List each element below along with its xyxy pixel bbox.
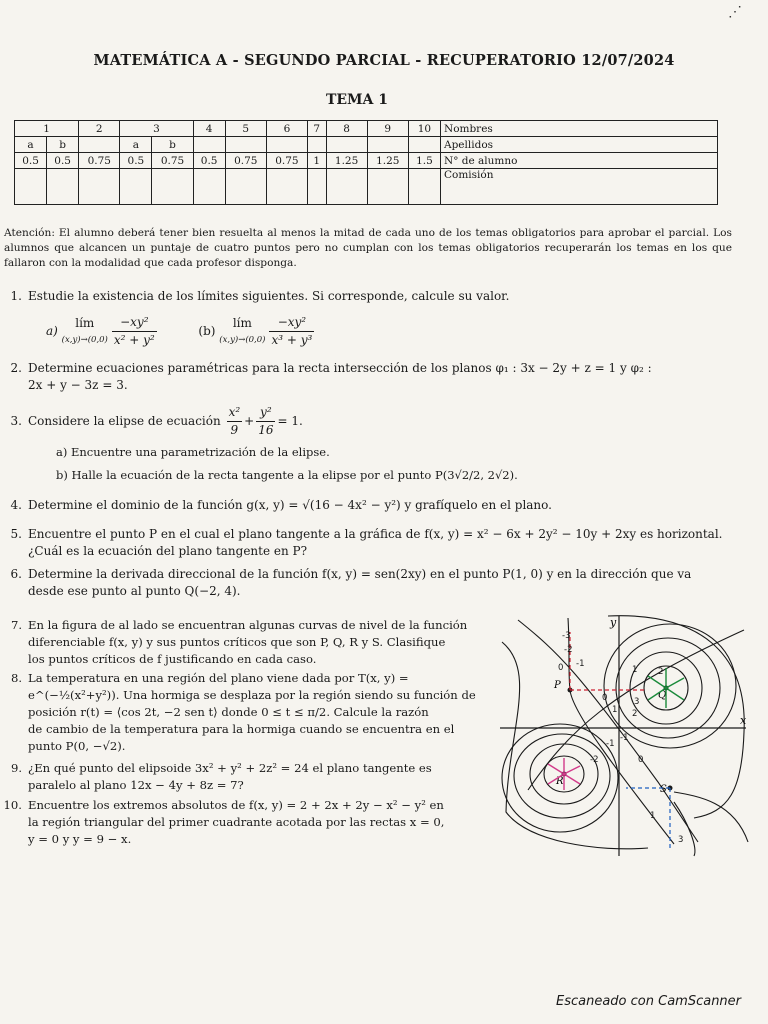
question-text: Determine ecuaciones paramétricas para la recta intersección de los planos φ₁ : 3x − 2y + z = 1 y φ₂ : xyxy=(28,361,652,375)
table-cell xyxy=(367,137,408,153)
limit-b xyxy=(219,315,265,349)
point-label-q: Q xyxy=(658,690,667,701)
question-7 xyxy=(0,617,498,668)
question-text: paralelo al plano 12x − 4y + 8z = 7? xyxy=(28,778,244,792)
table-cell xyxy=(193,169,225,205)
atencion-notice: Atención: El alumno deberá tener bien resuelta al menos la mitad de cada uno de los temas obligatorios para aprobar el parcial. Los alumnos que alcancen un puntaje de cuatro puntos pero no cumplan con los temas obligatorios recuperarán los temas en los que fallaron con la modalidad que cada profesor disponga. xyxy=(4,227,732,269)
arrow xyxy=(666,688,684,700)
table-cell: 1.25 xyxy=(326,153,367,169)
question-text: ¿Cuál es la ecuación del plano tangente en P? xyxy=(28,544,308,558)
table-cell xyxy=(193,137,225,153)
table-cell: 10 xyxy=(408,121,440,137)
level-label: -1 xyxy=(606,739,615,749)
grade-table xyxy=(14,120,718,205)
table-cell: 0.5 xyxy=(120,153,152,169)
lim-subscript: (x,y)→(0,0) xyxy=(219,334,266,345)
table-label: Nombres xyxy=(441,121,718,137)
table-label: Comisión xyxy=(441,169,718,205)
question-text: Encuentre los extremos absolutos de f(x, y) = 2 + 2x + 2y − x² − y² en xyxy=(28,798,444,812)
denominator: x³ + y³ xyxy=(271,333,313,347)
table-cell: 5 xyxy=(225,121,266,137)
table-cell xyxy=(408,169,440,205)
numerator: x² xyxy=(227,404,243,422)
question-text: En la figura de al lado se encuentran algunas curvas de nivel de la función xyxy=(28,618,468,632)
question-3a: a) Encuentre una parametrización de la elipse. xyxy=(56,445,330,459)
level-label: 3 xyxy=(634,697,640,707)
question-8 xyxy=(0,670,498,755)
level-label: 1 xyxy=(650,811,656,821)
question-2 xyxy=(0,360,760,394)
question-text: Encuentre el punto P en el cual el plano tangente a la gráfica de f(x, y) = x² − 6x + 2y² − 10y + 2xy es horizontal. xyxy=(28,527,723,541)
table-cell: 1.5 xyxy=(408,153,440,169)
part-b-label: (b) xyxy=(198,324,216,338)
question-1-parts xyxy=(46,314,546,349)
question-number: 10. xyxy=(3,798,22,812)
table-row xyxy=(15,169,718,205)
lim-word: lím xyxy=(75,315,95,330)
table-cell xyxy=(79,169,120,205)
table-cell: 0.75 xyxy=(266,153,307,169)
question-text: Considere la elipse de ecuación xyxy=(28,414,221,428)
table-cell xyxy=(120,169,152,205)
question-text: desde ese punto al punto Q(−2, 4). xyxy=(28,584,241,598)
pink-gradient-arrows xyxy=(548,758,580,790)
question-text: 2x + y − 3z = 3. xyxy=(28,378,128,392)
equals-one: = 1. xyxy=(277,414,303,428)
table-cell: 6 xyxy=(266,121,307,137)
level-label: -2 xyxy=(590,755,599,765)
level-curve xyxy=(568,618,674,844)
table-cell: a xyxy=(15,137,47,153)
point-label-r: R xyxy=(556,776,564,787)
numerator: y² xyxy=(256,404,275,422)
point-label-s: S xyxy=(660,784,667,795)
question-number: 6. xyxy=(10,567,22,581)
table-cell: a xyxy=(120,137,152,153)
fraction-b xyxy=(269,314,314,349)
table-row xyxy=(15,153,718,169)
question-1 xyxy=(0,288,740,305)
fraction-a xyxy=(112,314,157,349)
table-cell xyxy=(326,137,367,153)
arrow xyxy=(564,774,580,784)
question-text: e^(−½(x²+y²)). Una hormiga se desplaza por la región siendo su función de xyxy=(28,688,476,702)
question-text: y = 0 y y = 9 − x. xyxy=(28,832,132,846)
table-cell xyxy=(308,137,327,153)
table-cell: 9 xyxy=(367,121,408,137)
level-label: -1 xyxy=(620,733,629,743)
level-label: -1 xyxy=(576,659,585,669)
arrow xyxy=(564,766,580,774)
question-9 xyxy=(0,760,498,794)
question-3 xyxy=(0,404,740,439)
table-cell xyxy=(266,169,307,205)
denominator: 9 xyxy=(230,423,239,437)
question-text: Determine la derivada direccional de la función f(x, y) = sen(2xy) en el punto P(1, 0) y en la dirección que va xyxy=(28,567,692,581)
table-cell: 1 xyxy=(15,121,79,137)
question-text: los puntos críticos de f justificando en cada caso. xyxy=(28,652,317,666)
scan-artifact: ⋰ xyxy=(728,4,742,20)
y-axis-label: y xyxy=(610,616,617,629)
table-cell: 0.75 xyxy=(79,153,120,169)
part-a-label: a) xyxy=(46,324,58,338)
table-cell xyxy=(326,169,367,205)
table-cell: 0.5 xyxy=(47,153,79,169)
question-number: 9. xyxy=(10,761,22,775)
question-10 xyxy=(0,797,498,848)
table-cell xyxy=(225,137,266,153)
table-cell: 1 xyxy=(308,153,327,169)
question-text: punto P(0, −√2). xyxy=(28,739,126,753)
denominator: x² + y² xyxy=(113,333,155,347)
table-cell: 1.25 xyxy=(367,153,408,169)
table-cell: 0.5 xyxy=(193,153,225,169)
green-gradient-arrows xyxy=(648,668,684,708)
question-number: 8. xyxy=(10,671,22,685)
level-curve xyxy=(674,792,748,842)
table-cell xyxy=(408,137,440,153)
level-curve xyxy=(608,616,744,818)
lim-subscript: (x,y)→(0,0) xyxy=(61,334,108,345)
question-3b: b) Halle la ecuación de la recta tangente a la elipse por el punto P(3√2/2, 2√2). xyxy=(56,468,518,482)
fraction-y xyxy=(256,404,275,439)
lim-word: lím xyxy=(232,315,252,330)
table-cell xyxy=(225,169,266,205)
numerator: −xy² xyxy=(112,314,157,332)
table-cell: 0.75 xyxy=(225,153,266,169)
level-label: 2 xyxy=(632,709,638,719)
table-cell xyxy=(47,169,79,205)
question-number: 2. xyxy=(10,361,22,375)
level-label: -2 xyxy=(564,645,573,655)
table-cell xyxy=(79,137,120,153)
numerator: −xy² xyxy=(269,314,314,332)
question-number: 5. xyxy=(10,527,22,541)
table-cell: 0.75 xyxy=(152,153,193,169)
level-label: 2 xyxy=(658,667,664,677)
table-label: N° de alumno xyxy=(441,153,718,169)
table-cell: b xyxy=(47,137,79,153)
table-cell: b xyxy=(152,137,193,153)
table-row xyxy=(15,137,718,153)
table-cell: 4 xyxy=(193,121,225,137)
question-text: Estudie la existencia de los límites siguientes. Si corresponde, calcule su valor. xyxy=(28,289,510,303)
question-text: ¿En qué punto del elipsoide 3x² + y² + 2z² = 24 el plano tangente es xyxy=(28,761,432,775)
arrow xyxy=(666,678,684,688)
table-cell: 0.5 xyxy=(15,153,47,169)
question-text: posición r(t) = ⟨cos 2t, −2 sen t⟩ donde 0 ≤ t ≤ π/2. Calcule la razón xyxy=(28,705,429,719)
table-row xyxy=(15,121,718,137)
question-number: 1. xyxy=(10,289,22,303)
question-5 xyxy=(0,526,766,560)
table-cell xyxy=(308,169,327,205)
question-text: Determine el dominio de la función g(x, y) = √(16 − 4x² − y²) y grafíquelo en el plano. xyxy=(28,498,552,512)
question-text: la región triangular del primer cuadrante acotada por las rectas x = 0, xyxy=(28,815,445,829)
point-label-p: P xyxy=(554,680,561,691)
level-label: 1 xyxy=(632,665,638,675)
table-cell: 7 xyxy=(308,121,327,137)
question-text: de cambio de la temperatura para la hormiga cuando se encuentra en el xyxy=(28,722,455,736)
table-cell xyxy=(367,169,408,205)
question-6 xyxy=(0,566,766,600)
level-label: 0 xyxy=(638,755,644,765)
level-label: -3 xyxy=(562,631,571,641)
table-cell xyxy=(15,169,47,205)
level-curves-figure xyxy=(498,612,750,858)
blue-annotations xyxy=(626,788,670,848)
table-cell xyxy=(152,169,193,205)
plus-sign: + xyxy=(244,414,255,428)
table-cell: 2 xyxy=(79,121,120,137)
level-label: 1 xyxy=(612,705,618,715)
level-label: 3 xyxy=(678,835,684,845)
fraction-x xyxy=(227,404,243,439)
table-cell xyxy=(266,137,307,153)
question-text: La temperatura en una región del plano viene dada por T(x, y) = xyxy=(28,671,409,685)
question-number: 4. xyxy=(10,498,22,512)
arrow xyxy=(548,764,564,774)
level-label: 0 xyxy=(602,693,608,703)
level-label: 0 xyxy=(558,663,564,673)
denominator: 16 xyxy=(258,423,274,437)
table-cell: 3 xyxy=(120,121,193,137)
x-axis-label: x xyxy=(740,714,747,727)
table-cell: 8 xyxy=(326,121,367,137)
question-4 xyxy=(0,497,740,514)
tema-heading: TEMA 1 xyxy=(325,92,389,108)
question-number: 7. xyxy=(10,618,22,632)
question-number: 3. xyxy=(10,414,22,428)
limit-a xyxy=(62,315,108,349)
question-text: diferenciable f(x, y) y sus puntos críticos que son P, Q, R y S. Clasifique xyxy=(28,635,446,649)
camscanner-watermark: Escaneado con CamScanner xyxy=(556,994,742,1009)
exam-title: MATEMÁTICA A - SEGUNDO PARCIAL - RECUPERATORIO 12/07/2024 xyxy=(93,52,675,69)
arrow xyxy=(648,676,666,688)
table-label: Apellidos xyxy=(441,137,718,153)
